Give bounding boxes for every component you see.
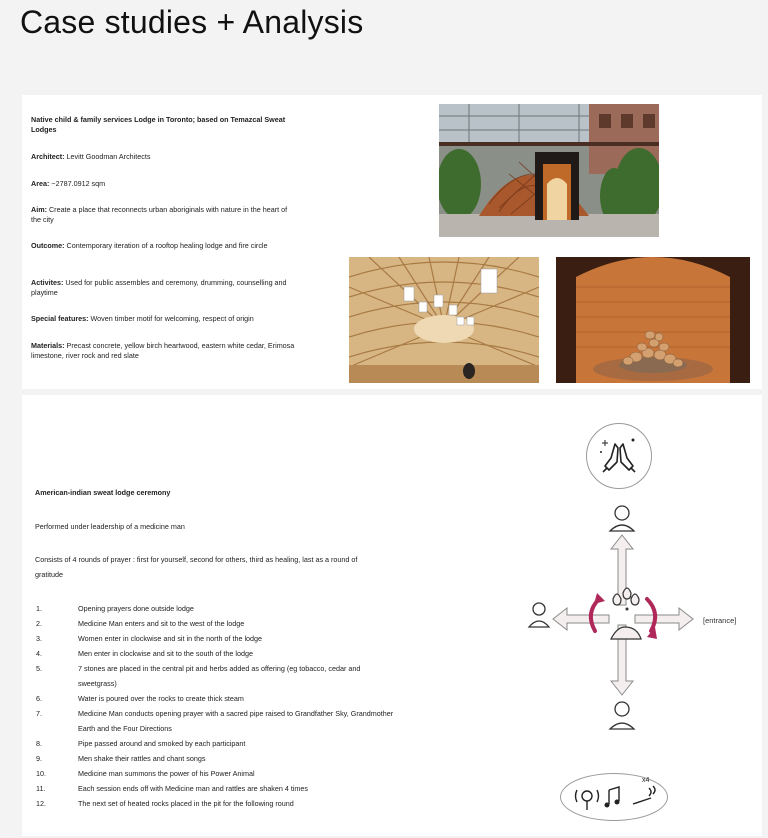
praying-hands-icon: [586, 423, 652, 489]
ceremony-steps-list: [36, 601, 416, 811]
repeat-count-label: x4: [642, 777, 650, 784]
list-item: 9. Men shake their rattles and chant songs: [36, 754, 206, 763]
case1-heading: Native child & family services Lodge in Toronto; based on Temazcal Sweat Lodges: [31, 115, 286, 134]
list-item: 2. Medicine Man enters and sit to the west of the lodge: [36, 619, 245, 628]
list-item: 11. Each session ends off with Medicine man and rattles are shaken 4 times: [36, 784, 308, 793]
entrance-label: [entrance]: [703, 616, 737, 625]
list-item: 1. Opening prayers done outside lodge: [36, 604, 194, 613]
case1-outcome: Outcome: Contemporary iteration of a rooftop healing lodge and fire circle: [31, 241, 268, 250]
case-study-card-toronto-lodge: [22, 95, 762, 389]
list-item: 7. Medicine Man conducts opening prayer with a sacred pipe raised to Grandfather Sky, Grandmother Earth and the Four Directions: [36, 709, 394, 733]
page-title: Case studies + Analysis: [20, 4, 364, 40]
case-study-card-sweat-lodge-ceremony: [22, 395, 762, 836]
case1-architect: Architect: Levitt Goodman Architects: [31, 152, 151, 161]
case2-rounds: Consists of 4 rounds of prayer : first for yourself, second for others, third as healing, last as a round of gratitude: [35, 555, 358, 579]
case2-heading: American-indian sweat lodge ceremony: [35, 488, 171, 497]
list-item: 6. Water is poured over the rocks to create thick steam: [36, 694, 244, 703]
case1-area: Area: ~2787.0912 sqm: [31, 179, 106, 188]
case1-activities: Activites: Used for public assembles and ceremony, drumming, counselling and playtime: [31, 278, 287, 297]
interior-rock-pit-photo: [556, 257, 750, 383]
woven-timber-interior-photo: [349, 257, 539, 383]
list-item: 10. Medicine man summons the power of his Power Animal: [36, 769, 255, 778]
case1-materials: Materials: Precast concrete, yellow birch heartwood, eastern white cedar, Erimosa limestone, river rock and red slate: [31, 341, 295, 360]
list-item: 12. The next set of heated rocks placed in the pit for the following round: [36, 799, 294, 808]
case1-aim: Aim: Create a place that reconnects urban aboriginals with nature in the heart of the city: [31, 205, 288, 224]
list-item: 8. Pipe passed around and smoked by each participant: [36, 739, 246, 748]
case1-special-features: Special features: Woven timber motif for welcoming, respect of origin: [31, 314, 254, 323]
list-item: 3. Women enter in clockwise and sit in the north of the lodge: [36, 634, 263, 643]
ritual-repeat-icon: [560, 773, 668, 821]
case2-intro: Performed under leadership of a medicine man: [35, 522, 185, 531]
lodge-exterior-photo: [439, 104, 659, 237]
list-item: 4. Men enter in clockwise and sit to the south of the lodge: [36, 649, 253, 658]
list-item: 5. 7 stones are placed in the central pit and herbs added as offering (eg tobacco, cedar and sweetgrass): [36, 664, 361, 688]
